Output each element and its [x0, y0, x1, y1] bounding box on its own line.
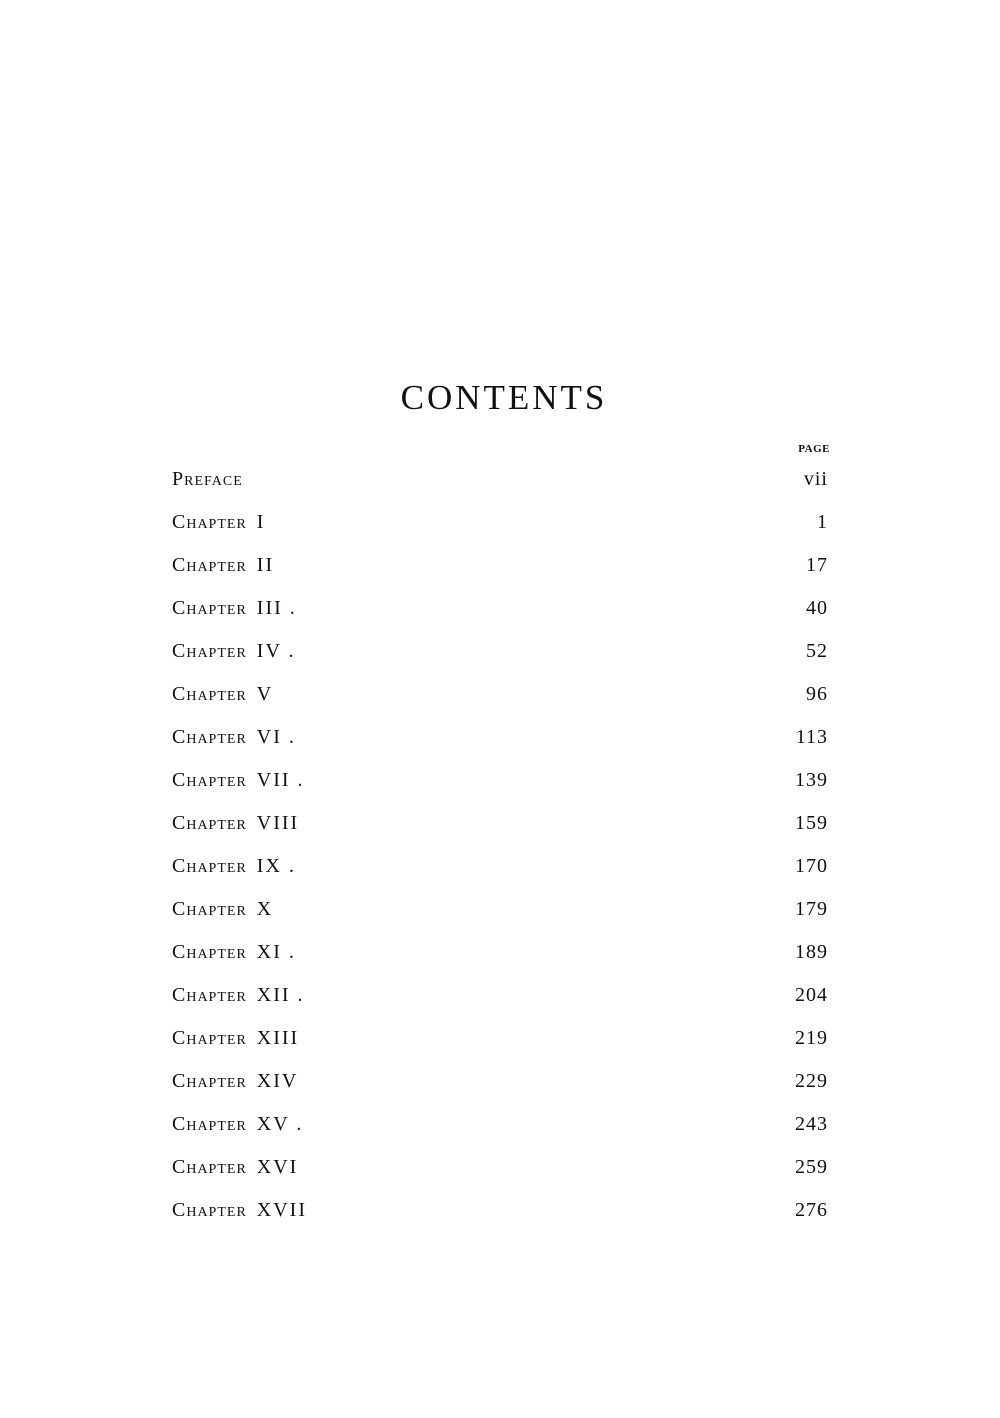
entry-label: Chapter: [172, 812, 247, 834]
entry-title: [172, 941, 296, 964]
contents-entry: [172, 1189, 828, 1232]
entry-page-number: 17: [806, 554, 828, 576]
entry-label: Chapter: [172, 1070, 247, 1092]
entry-title: [172, 769, 305, 792]
entry-page-number: 204: [795, 984, 828, 1006]
entry-label: Chapter: [172, 898, 247, 920]
entry-numeral: I: [256, 511, 266, 533]
entry-numeral: XVI: [256, 1156, 299, 1178]
entry-label: Chapter: [172, 1113, 247, 1135]
entry-page-number: 229: [795, 1070, 828, 1092]
contents-entry: [172, 630, 828, 673]
contents-entry: [172, 544, 828, 587]
contents-entry: [172, 974, 828, 1017]
entry-page-number: 243: [795, 1113, 828, 1135]
entry-label: Chapter: [172, 1156, 247, 1178]
entry-title: [172, 812, 299, 835]
entry-title: [172, 683, 273, 706]
entry-label: Chapter: [172, 683, 247, 705]
entry-page-number: 189: [795, 941, 828, 963]
contents-entry: [172, 501, 828, 544]
contents-entry: [172, 716, 828, 759]
entry-title: [172, 1070, 298, 1093]
entry-page-number: 179: [795, 898, 828, 920]
entry-title: [172, 1199, 307, 1222]
entry-numeral: XIV: [256, 1070, 299, 1092]
entry-label: Chapter: [172, 984, 247, 1006]
entry-numeral: VI .: [256, 726, 296, 748]
entry-numeral: VII .: [256, 769, 305, 791]
entry-page-number: 1: [817, 511, 828, 533]
contents-entry: [172, 888, 828, 931]
entry-page-number: 139: [795, 769, 828, 791]
entry-label: Preface: [172, 468, 243, 490]
entry-title: [172, 1156, 298, 1179]
entry-numeral: XIII: [256, 1027, 300, 1049]
entry-label: Chapter: [172, 1199, 247, 1221]
entry-title: [172, 554, 274, 577]
entry-page-number: 96: [806, 683, 828, 705]
entry-numeral: VIII: [256, 812, 300, 834]
entry-page-number: 219: [795, 1027, 828, 1049]
entry-page-number: 170: [795, 855, 828, 877]
entry-numeral: X: [256, 898, 274, 920]
entry-label: Chapter: [172, 941, 247, 963]
entry-page-number: 259: [795, 1156, 828, 1178]
entry-numeral: V: [256, 683, 274, 705]
entry-label: Chapter: [172, 726, 247, 748]
contents-entry: [172, 673, 828, 716]
page-title: CONTENTS: [400, 378, 608, 417]
entry-title: [172, 1027, 299, 1050]
entry-page-number: 276: [795, 1199, 828, 1221]
entry-title: [172, 640, 296, 663]
entry-page-number: 159: [795, 812, 828, 834]
entry-numeral: IX .: [256, 855, 296, 877]
contents-entry: [172, 458, 828, 501]
entry-numeral: XII .: [256, 984, 305, 1006]
entry-numeral: XVII: [256, 1199, 308, 1221]
contents-entry: [172, 802, 828, 845]
contents-entry: [172, 1060, 828, 1103]
entry-title: [172, 468, 243, 491]
entry-label: Chapter: [172, 597, 247, 619]
contents-list: [172, 458, 828, 1232]
entry-label: Chapter: [172, 769, 247, 791]
entry-title: [172, 726, 296, 749]
contents-entry: [172, 1146, 828, 1189]
entry-label: Chapter: [172, 554, 247, 576]
entry-title: [172, 855, 296, 878]
entry-numeral: IV .: [256, 640, 296, 662]
entry-title: [172, 898, 273, 921]
contents-entry: [172, 587, 828, 630]
entry-title: [172, 984, 305, 1007]
contents-entry: [172, 1103, 828, 1146]
entry-title: [172, 511, 265, 534]
contents-entry: [172, 845, 828, 888]
entry-label: Chapter: [172, 855, 247, 877]
entry-title: [172, 597, 297, 620]
page-column-label: PAGE: [798, 443, 830, 455]
contents-entry: [172, 931, 828, 974]
entry-numeral: II: [256, 554, 275, 576]
entry-page-number: vii: [803, 468, 828, 490]
contents-entry: [172, 759, 828, 802]
entry-numeral: XI .: [256, 941, 296, 963]
entry-page-number: 113: [795, 726, 828, 748]
entry-page-number: 52: [806, 640, 828, 662]
contents-entry: [172, 1017, 828, 1060]
entry-title: [172, 1113, 303, 1136]
entry-numeral: III .: [256, 597, 297, 619]
entry-page-number: 40: [806, 597, 828, 619]
entry-numeral: XV .: [256, 1113, 304, 1135]
entry-label: Chapter: [172, 640, 247, 662]
entry-label: Chapter: [172, 1027, 247, 1049]
entry-label: Chapter: [172, 511, 247, 533]
